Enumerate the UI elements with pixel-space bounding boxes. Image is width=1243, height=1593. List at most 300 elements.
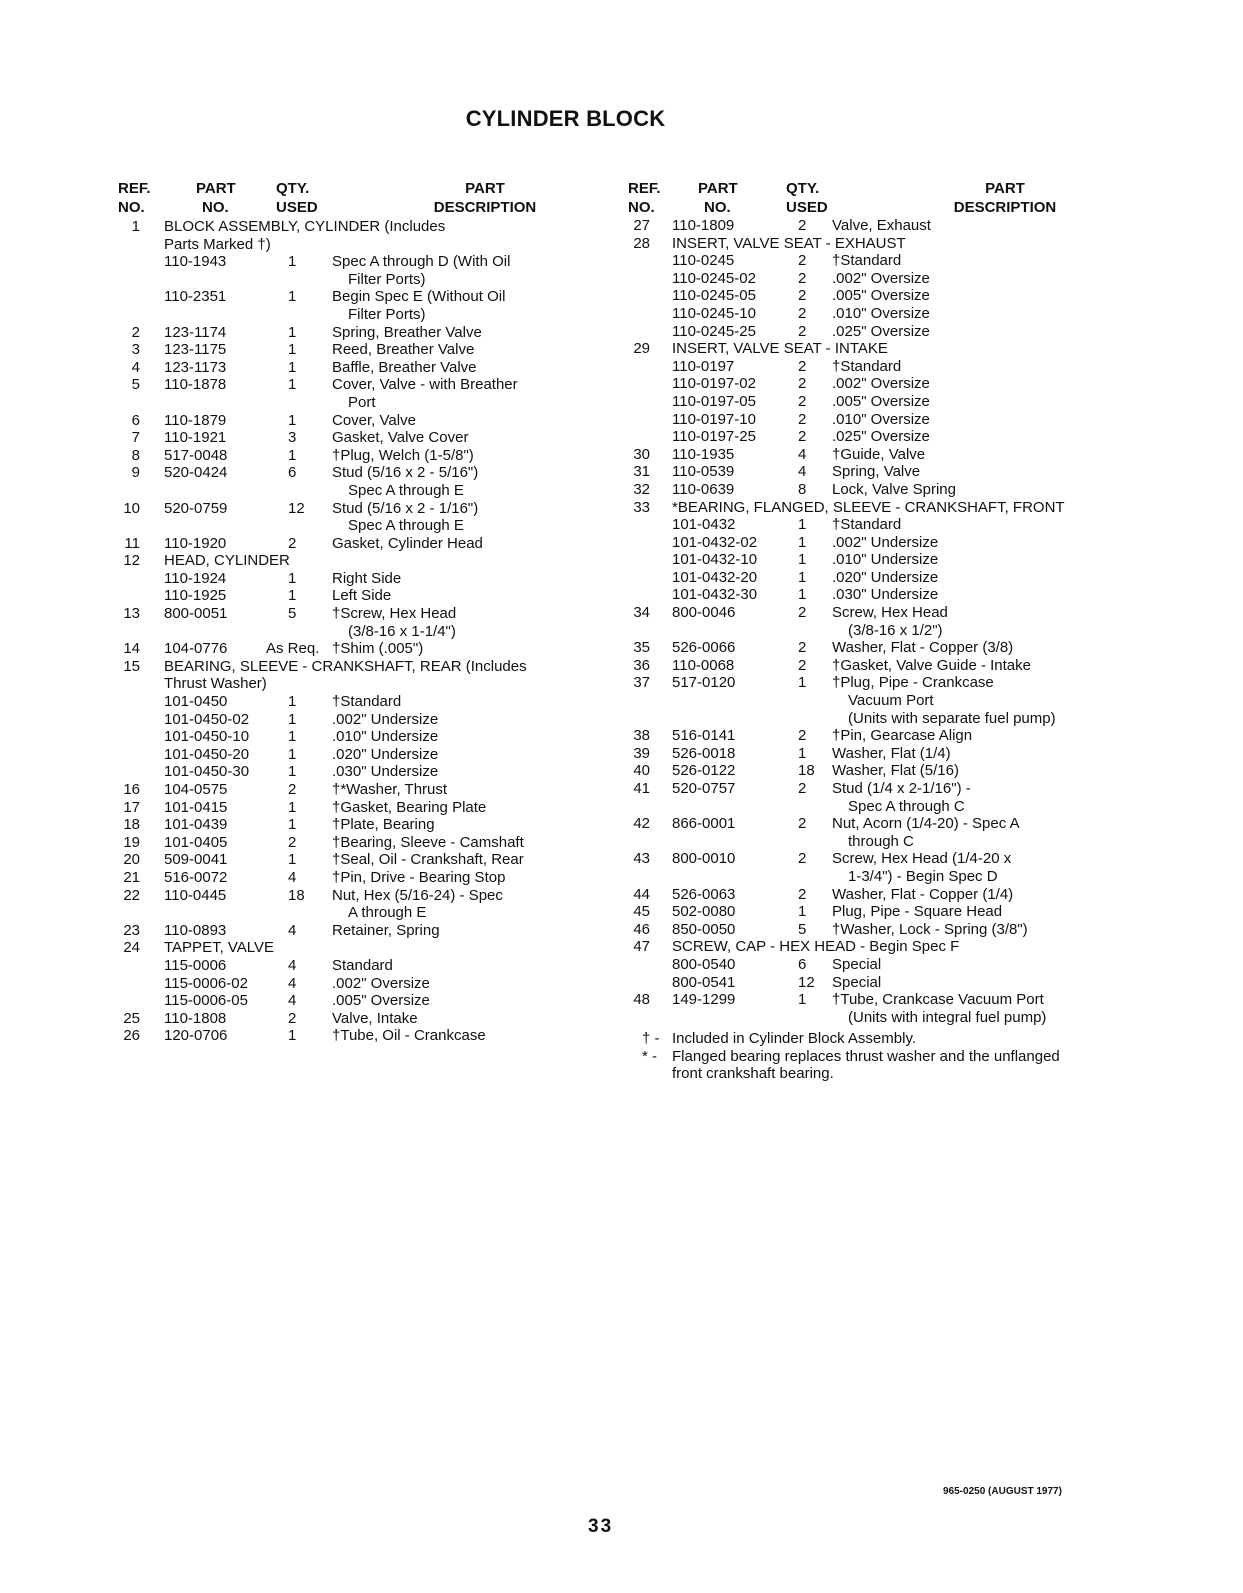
ref-number: 45	[633, 903, 650, 921]
part-description: Gasket, Valve Cover	[332, 429, 469, 447]
ref-number: 43	[633, 850, 650, 868]
table-row	[118, 218, 558, 253]
quantity-used: 8	[798, 480, 807, 498]
section-heading: HEAD, CYLINDER	[164, 552, 290, 570]
quantity-used: 1	[288, 798, 297, 816]
section-heading: SCREW, CAP - HEX HEAD - Begin Spec F	[672, 938, 960, 956]
section-heading: INSERT, VALVE SEAT - EXHAUST	[672, 234, 906, 252]
part-description: Retainer, Spring	[332, 921, 440, 939]
table-row	[118, 816, 558, 834]
table-row	[628, 516, 1098, 534]
ref-number: 17	[123, 798, 140, 816]
quantity-used: 1	[798, 533, 807, 551]
quantity-used: 1	[798, 991, 807, 1009]
part-number: 520-0757	[672, 780, 736, 798]
header-part-line1: PART	[196, 180, 236, 197]
table-row	[118, 552, 558, 570]
part-number: 110-1924	[164, 569, 227, 587]
part-description: †Plate, Bearing	[332, 816, 435, 834]
part-number: 101-0450	[164, 693, 228, 711]
quantity-used: 4	[288, 974, 297, 992]
part-number: 115-0006-05	[164, 992, 248, 1010]
part-description: Washer, Flat (1/4)	[832, 744, 951, 762]
ref-number: 23	[123, 921, 140, 939]
part-description: Special	[832, 973, 882, 991]
part-description-continued: Spec A through C	[848, 797, 965, 815]
section-heading: *BEARING, FLANGED, SLEEVE - CRANKSHAFT, FRONT	[672, 498, 1065, 516]
ref-number: 18	[123, 816, 140, 834]
ref-number: 20	[123, 851, 140, 869]
part-number: 526-0066	[672, 639, 736, 657]
header-desc-line2: DESCRIPTION	[953, 198, 1057, 216]
part-number: 110-1878	[164, 376, 227, 394]
part-number: 110-1925	[164, 587, 227, 605]
part-description: †Standard	[832, 357, 902, 375]
ref-number: 40	[633, 762, 650, 780]
part-number: 123-1173	[164, 358, 227, 376]
table-row	[628, 305, 1098, 323]
part-number: 110-1808	[164, 1009, 227, 1027]
part-description: .002" Undersize	[332, 710, 439, 728]
ref-number: 48	[633, 991, 650, 1009]
table-row	[118, 464, 558, 499]
ref-number: 30	[633, 445, 650, 463]
table-row	[628, 745, 1098, 763]
table-row	[118, 939, 558, 957]
section-heading-continued: Thrust Washer)	[164, 675, 267, 693]
ref-number: 39	[633, 744, 650, 762]
part-description: Begin Spec E (Without Oil	[332, 288, 506, 306]
part-number: 101-0439	[164, 816, 228, 834]
part-number: 110-1809	[672, 217, 735, 234]
header-desc	[360, 180, 550, 217]
table-row	[118, 728, 558, 746]
table-row	[628, 411, 1098, 429]
table-row	[628, 657, 1098, 675]
part-number: 800-0051	[164, 605, 228, 623]
table-row	[628, 499, 1098, 517]
header-ref	[118, 180, 160, 217]
ref-number: 34	[633, 604, 650, 622]
part-number: 502-0080	[672, 903, 736, 921]
section-heading-continued: Parts Marked †)	[164, 235, 271, 253]
section-heading: INSERT, VALVE SEAT - INTAKE	[672, 340, 888, 358]
table-row	[628, 815, 1098, 850]
part-description-note: (Units with integral fuel pump)	[848, 1008, 1047, 1026]
part-number: 110-0245-05	[672, 287, 756, 305]
part-description: .020" Undersize	[332, 745, 439, 763]
table-row	[628, 340, 1098, 358]
part-description: Spring, Breather Valve	[332, 323, 482, 341]
part-description-continued: Vacuum Port	[848, 692, 934, 710]
table-row	[118, 500, 558, 535]
quantity-used: 2	[798, 815, 807, 833]
ref-number: 13	[123, 605, 140, 623]
quantity-used: 1	[798, 568, 807, 586]
part-number: 110-1879	[164, 411, 227, 429]
quantity-used: 2	[798, 357, 807, 375]
ref-number: 16	[123, 781, 140, 798]
header-part	[160, 180, 270, 217]
table-row	[118, 834, 558, 852]
part-description: .002" Oversize	[832, 375, 930, 393]
table-row	[118, 429, 558, 447]
part-number: 110-0197-10	[672, 410, 756, 428]
part-number: 101-0415	[164, 798, 228, 816]
quantity-used: 1	[288, 253, 297, 271]
ref-number: 32	[633, 480, 650, 498]
header-part-line2: NO.	[202, 198, 229, 216]
header-desc-line1: PART	[985, 180, 1025, 197]
footnote-symbol: † -	[642, 1030, 660, 1047]
table-row	[118, 359, 558, 377]
part-description: Screw, Hex Head (1/4-20 x	[832, 850, 1012, 868]
header-desc	[870, 180, 1070, 217]
quantity-used: 2	[798, 885, 807, 903]
quantity-used: 1	[288, 341, 297, 359]
part-number: 104-0776	[164, 640, 228, 658]
part-number: 110-0245-02	[672, 269, 756, 287]
part-description-continued: (3/8-16 x 1-1/4")	[348, 622, 456, 640]
part-description: †Tube, Oil - Crankcase	[332, 1027, 486, 1045]
table-row	[118, 324, 558, 342]
table-row	[628, 938, 1098, 956]
part-description: .002" Oversize	[332, 974, 430, 992]
part-number: 123-1175	[164, 341, 227, 359]
quantity-used: 2	[288, 534, 297, 552]
ref-number: 26	[123, 1027, 140, 1045]
ref-number: 29	[633, 340, 650, 358]
part-description: †Seal, Oil - Crankshaft, Rear	[332, 851, 524, 869]
quantity-used: 1	[288, 1027, 297, 1045]
part-description: †Plug, Welch (1-5/8")	[332, 446, 474, 464]
table-row	[628, 481, 1098, 499]
part-description-continued: Filter Ports)	[348, 305, 426, 323]
quantity-used: 2	[798, 269, 807, 287]
header-desc-line2: DESCRIPTION	[433, 198, 537, 216]
quantity-used: 4	[288, 992, 297, 1010]
part-number: 866-0001	[672, 815, 736, 833]
quantity-used: 1	[288, 288, 297, 306]
part-number: 110-0197	[672, 357, 735, 375]
quantity-used: 1	[288, 358, 297, 376]
quantity-used: 4	[288, 868, 297, 886]
quantity-used: 1	[288, 710, 297, 728]
part-number: 123-1174	[164, 323, 227, 341]
part-description: Baffle, Breather Valve	[332, 358, 477, 376]
part-description: .025" Oversize	[832, 322, 930, 340]
part-number: 110-0539	[672, 463, 735, 481]
section-heading: BEARING, SLEEVE - CRANKSHAFT, REAR (Includes	[164, 657, 527, 675]
part-description: †Standard	[332, 693, 402, 711]
part-description-continued: Port	[348, 393, 376, 411]
quantity-used: 1	[798, 674, 807, 692]
quantity-used: 2	[798, 410, 807, 428]
part-description: Lock, Valve Spring	[832, 480, 956, 498]
quantity-used: 1	[798, 586, 807, 604]
part-number: 149-1299	[672, 991, 736, 1009]
quantity-used: 2	[798, 217, 807, 234]
table-row	[628, 217, 1098, 235]
ref-number: 24	[123, 939, 140, 957]
part-number: 110-0068	[672, 656, 735, 674]
quantity-used: 2	[798, 322, 807, 340]
quantity-used: 4	[288, 921, 297, 939]
ref-number: 37	[633, 674, 650, 692]
part-description: .005" Oversize	[832, 392, 930, 410]
header-ref-line1: REF.	[118, 180, 151, 197]
ref-number: 8	[131, 446, 140, 464]
part-number: 526-0063	[672, 885, 736, 903]
quantity-used: 1	[288, 446, 297, 464]
ref-number: 25	[123, 1009, 140, 1027]
ref-number: 5	[131, 376, 140, 394]
part-number: 800-0540	[672, 955, 736, 973]
part-description-continued: Filter Ports)	[348, 270, 426, 288]
table-row	[628, 569, 1098, 587]
quantity-used: 18	[288, 886, 305, 904]
part-description: †Pin, Drive - Bearing Stop	[332, 868, 506, 886]
part-number: 120-0706	[164, 1027, 228, 1045]
part-number: 526-0122	[672, 762, 736, 780]
part-description: .010" Undersize	[332, 728, 439, 746]
part-description-note: (Units with separate fuel pump)	[848, 709, 1056, 727]
header-qty-line2: USED	[786, 198, 828, 216]
table-row	[118, 975, 558, 993]
quantity-used: 12	[288, 499, 305, 517]
table-row	[118, 1027, 558, 1045]
ref-number: 1	[131, 218, 140, 235]
part-number: 110-0245	[672, 252, 735, 270]
quantity-used: 1	[288, 763, 297, 781]
table-row	[628, 551, 1098, 569]
quantity-used: 2	[798, 604, 807, 622]
part-description: .025" Oversize	[832, 428, 930, 446]
part-description: †Standard	[832, 516, 902, 534]
table-row	[118, 587, 558, 605]
part-description: .002" Oversize	[832, 269, 930, 287]
table-row	[628, 762, 1098, 780]
ref-number: 7	[131, 429, 140, 447]
part-description: †Pin, Gearcase Align	[832, 727, 973, 745]
quantity-used: 2	[798, 850, 807, 868]
part-description: Standard	[332, 956, 393, 974]
part-number: 517-0120	[672, 674, 736, 692]
table-row	[628, 639, 1098, 657]
part-number: 110-1920	[164, 534, 227, 552]
quantity-used: 2	[798, 287, 807, 305]
table-header	[118, 180, 558, 217]
table-row	[118, 781, 558, 799]
quantity-used: 1	[288, 728, 297, 746]
part-description: †Shim (.005")	[332, 640, 424, 658]
part-number: 110-1921	[164, 429, 227, 447]
part-number: 850-0050	[672, 920, 736, 938]
quantity-used: 1	[288, 411, 297, 429]
part-number: 101-0432	[672, 516, 736, 534]
ref-number: 22	[123, 886, 140, 904]
table-row	[118, 922, 558, 940]
header-part-line2: NO.	[704, 198, 731, 216]
quantity-used: 2	[798, 727, 807, 745]
part-description: Washer, Flat - Copper (1/4)	[832, 885, 1014, 903]
part-number: 101-0432-10	[672, 551, 758, 569]
table-row	[118, 711, 558, 729]
part-description: .002" Undersize	[832, 533, 939, 551]
part-description: Left Side	[332, 587, 392, 605]
quantity-used: 2	[798, 392, 807, 410]
part-number: 110-0197-05	[672, 392, 756, 410]
part-number: 104-0575	[164, 781, 228, 798]
quantity-used: 2	[798, 639, 807, 657]
part-description: Stud (1/4 x 2-1/16") -	[832, 780, 971, 798]
ref-number: 36	[633, 656, 650, 674]
part-number: 800-0541	[672, 973, 736, 991]
part-number: 101-0432-30	[672, 586, 758, 604]
table-row	[628, 235, 1098, 253]
table-row	[628, 287, 1098, 305]
table-row	[118, 1010, 558, 1028]
footnote-text: Included in Cylinder Block Assembly.	[672, 1030, 916, 1047]
part-number: 110-0197-02	[672, 375, 756, 393]
part-description: Gasket, Cylinder Head	[332, 534, 483, 552]
quantity-used: 1	[288, 323, 297, 341]
quantity-used: 4	[798, 445, 807, 463]
part-number: 101-0432-20	[672, 568, 758, 586]
page-number: 33	[588, 1516, 614, 1537]
quantity-used: 2	[288, 833, 297, 851]
table-header	[628, 180, 1098, 217]
quantity-used: 1	[798, 551, 807, 569]
part-description: .020" Undersize	[832, 568, 939, 586]
part-description: .010" Oversize	[832, 304, 930, 322]
ref-number: 15	[123, 657, 140, 675]
part-description: .010" Undersize	[832, 551, 939, 569]
table-row	[628, 727, 1098, 745]
table-row	[118, 992, 558, 1010]
ref-number: 27	[633, 217, 650, 234]
header-qty	[270, 180, 360, 217]
quantity-used: 1	[288, 745, 297, 763]
table-row	[118, 447, 558, 465]
ref-number: 42	[633, 815, 650, 833]
page-title: CYLINDER BLOCK	[465, 106, 666, 131]
table-row	[118, 288, 558, 323]
part-number: 516-0072	[164, 868, 228, 886]
ref-number: 21	[123, 868, 140, 886]
part-number: 800-0010	[672, 850, 736, 868]
part-description: Nut, Hex (5/16-24) - Spec	[332, 886, 503, 904]
quantity-used: 5	[288, 605, 297, 623]
part-number: 101-0450-20	[164, 745, 250, 763]
quantity-used: As Req.	[266, 640, 320, 658]
quantity-used: 2	[798, 428, 807, 446]
quantity-used: 1	[798, 516, 807, 534]
ref-number: 35	[633, 639, 650, 657]
part-number: 110-1943	[164, 253, 227, 271]
part-description-continued: A through E	[348, 904, 427, 922]
table-row	[628, 921, 1098, 939]
part-description: †Gasket, Valve Guide - Intake	[832, 656, 1031, 674]
part-description: †*Washer, Thrust	[332, 781, 448, 798]
table-row	[118, 851, 558, 869]
table-row	[628, 886, 1098, 904]
part-description: .030" Undersize	[332, 763, 439, 781]
ref-number: 14	[123, 640, 140, 658]
table-row	[118, 640, 558, 658]
header-qty-line2: USED	[276, 198, 318, 216]
quantity-used: 4	[288, 956, 297, 974]
table-row	[628, 463, 1098, 481]
table-row	[118, 658, 558, 693]
ref-number: 44	[633, 885, 650, 903]
table-row	[628, 252, 1098, 270]
part-number: 110-0197-25	[672, 428, 756, 446]
header-ref-line1: REF.	[628, 180, 661, 197]
quantity-used: 6	[798, 955, 807, 973]
part-description: Right Side	[332, 569, 402, 587]
part-description: .030" Undersize	[832, 586, 939, 604]
footnote-asterisk	[642, 1048, 1102, 1083]
table-row	[118, 412, 558, 430]
ref-number: 3	[131, 341, 140, 359]
quantity-used: 1	[798, 903, 807, 921]
header-ref	[628, 180, 670, 217]
ref-number: 4	[131, 358, 140, 376]
part-number: 110-2351	[164, 288, 227, 306]
ref-number: 46	[633, 920, 650, 938]
quantity-used: 1	[288, 569, 297, 587]
ref-number: 12	[123, 552, 140, 570]
header-desc-line1: PART	[465, 180, 505, 197]
table-row	[118, 570, 558, 588]
quantity-used: 1	[288, 587, 297, 605]
part-description-continued: Spec A through E	[348, 517, 464, 535]
part-description: Washer, Flat (5/16)	[832, 762, 959, 780]
ref-number: 28	[633, 234, 650, 252]
part-number: 517-0048	[164, 446, 228, 464]
ref-number: 6	[131, 411, 140, 429]
part-description: Cover, Valve - with Breather	[332, 376, 518, 394]
part-number: 516-0141	[672, 727, 736, 745]
table-row	[628, 428, 1098, 446]
ref-number: 11	[124, 534, 140, 552]
part-description: †Gasket, Bearing Plate	[332, 798, 487, 816]
header-ref-line2: NO.	[628, 198, 655, 216]
part-number: 115-0006	[164, 956, 227, 974]
part-description: †Washer, Lock - Spring (3/8")	[832, 920, 1028, 938]
quantity-used: 6	[288, 464, 297, 482]
table-row	[628, 956, 1098, 974]
part-description: .010" Oversize	[832, 410, 930, 428]
part-description-continued: Spec A through E	[348, 481, 464, 499]
quantity-used: 2	[798, 656, 807, 674]
part-number: 101-0450-10	[164, 728, 250, 746]
part-number: 110-1935	[672, 445, 735, 463]
part-number: 800-0046	[672, 604, 736, 622]
quantity-used: 2	[798, 304, 807, 322]
part-description: Spec A through D (With Oil	[332, 253, 511, 271]
part-description-continued: through C	[848, 832, 914, 850]
quantity-used: 4	[798, 463, 807, 481]
ref-number: 10	[123, 499, 140, 517]
table-row	[118, 693, 558, 711]
table-row	[628, 375, 1098, 393]
part-description: Washer, Flat - Copper (3/8)	[832, 639, 1014, 657]
table-row	[118, 605, 558, 640]
quantity-used: 2	[798, 780, 807, 798]
part-number: 101-0450-02	[164, 710, 250, 728]
